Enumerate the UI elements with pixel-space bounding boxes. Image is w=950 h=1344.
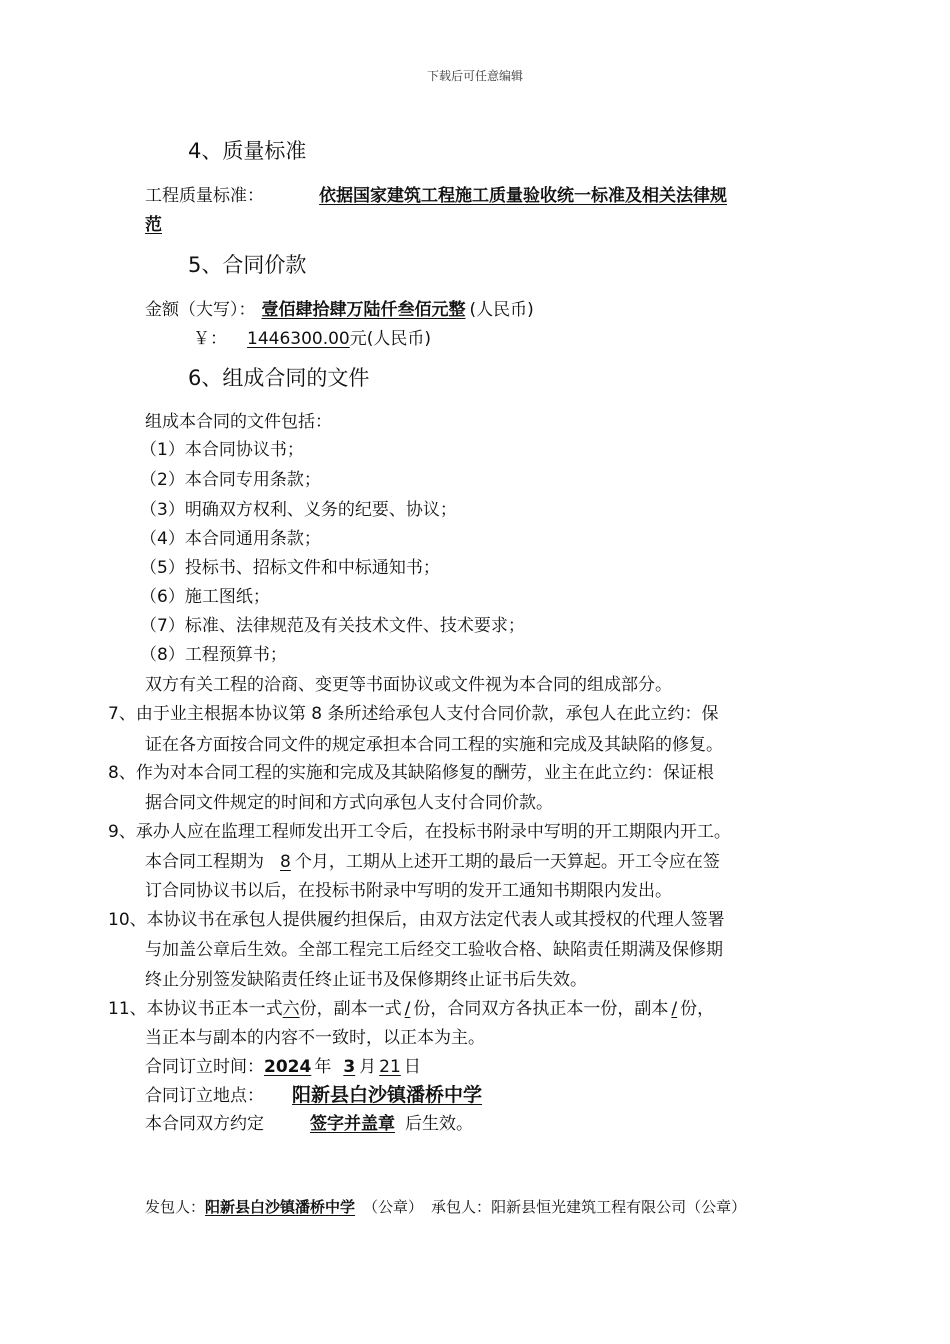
contract-months: 8: [280, 852, 291, 872]
agreement-label: 本合同双方约定: [145, 1114, 264, 1134]
agreement-row: [145, 1109, 473, 1134]
signing-place-row: [145, 1080, 492, 1107]
document-item-3: （3）明确双方权利、义务的纪要、协议；: [140, 500, 457, 520]
amount-number-row: [193, 324, 431, 349]
amount-number-unit: 元(人民币): [349, 329, 432, 349]
clause-9-line3: 订合同协议书以后，在投标书附录中写明的发开工通知书期限内发出。: [145, 881, 672, 901]
signing-year: 2024: [264, 1057, 312, 1077]
agreement-post: 后生效。: [405, 1114, 473, 1134]
clause-11-p1: 11、本协议书正本一式: [108, 999, 283, 1019]
day-unit: 日: [403, 1057, 421, 1077]
clause-9-line1: 9、承办人应在监理工程师发出开工令后，在投标书附录中写明的开工期限内开工。: [108, 822, 731, 842]
signing-place-label: 合同订立地点：: [145, 1086, 264, 1106]
signing-place: 阳新县白沙镇潘桥中学: [292, 1084, 483, 1106]
quality-standard-row: [145, 181, 727, 206]
copy-count: /: [404, 999, 411, 1019]
clause-8-line2: 据合同文件规定的时间和方式向承包人支付合同价款。: [145, 793, 553, 813]
clause-10-line1: 10、本协议书在承包人提供履约担保后，由双方法定代表人或其授权的代理人签署: [108, 910, 725, 930]
clause-11-p2: 份，副本一式: [299, 999, 402, 1019]
document-item-4: （4）本合同通用条款；: [140, 529, 321, 549]
clause-8-line1: 8、作为对本合同工程的实施和完成及其缺陷修复的酬劳，业主在此立约：保证根: [108, 763, 714, 783]
document-item-8: （8）工程预算书；: [140, 645, 287, 665]
signing-day: 21: [379, 1057, 401, 1077]
clause-10-line3: 终止分别签发缺陷责任终止证书及保修期终止证书后失效。: [145, 970, 587, 990]
quality-value-line2: 范: [145, 215, 162, 235]
clause-7-line1: 7、由于业主根据本协议第 8 条所述给承包人支付合同价款，承包人在此立约：保: [108, 704, 719, 724]
clause-9-line2-post: 个月，工期从上述开工期的最后一天算起。开工令应在签: [294, 852, 720, 872]
clause-7-line2: 证在各方面按合同文件的规定承担本合同工程的实施和完成及其缺陷的修复。: [145, 735, 723, 755]
document-item-7: （7）标准、法律规范及有关技术文件、技术要求；: [140, 616, 525, 636]
amount-upper-label: 金额（大写）：: [145, 300, 256, 320]
month-unit: 月: [359, 1057, 377, 1077]
section-6-title: 6、组成合同的文件: [188, 366, 370, 390]
signing-time-row: [145, 1052, 421, 1077]
contractor-label: 承包人：: [431, 1198, 492, 1216]
quality-label: 工程质量标准：: [145, 186, 264, 206]
contractor-name: 阳新县恒光建筑工程有限公司（公章）: [491, 1198, 747, 1216]
original-count: 六: [282, 999, 300, 1019]
clause-11-p3: 份，合同双方各执正本一份，副本: [413, 999, 669, 1019]
amount-upper-row: [145, 295, 534, 320]
clause-9-line2-pre: 本合同工程期为: [145, 852, 264, 872]
section-5-title: 5、合同价款: [188, 253, 307, 277]
documents-closing: 双方有关工程的洽商、变更等书面协议或文件视为本合同的组成部分。: [145, 675, 672, 695]
year-unit: 年: [314, 1057, 332, 1077]
document-item-1: （1）本合同协议书；: [140, 440, 304, 460]
yen-label: ￥：: [193, 329, 227, 349]
amount-upper-value: 壹佰肆拾肆万陆仟叁佰元整: [261, 300, 466, 320]
section-4-title: 4、质量标准: [188, 139, 307, 163]
page-header: 下载后可任意编辑: [426, 69, 523, 83]
clause-10-line2: 与加盖公章后生效。全部工程完工后经交工验收合格、缺陷责任期满及保修期: [145, 940, 723, 960]
employer-label: 发包人：: [145, 1198, 206, 1216]
document-item-6: （6）施工图纸；: [140, 587, 270, 607]
clause-11-line1: [108, 994, 714, 1019]
signing-time-label: 合同订立时间：: [145, 1057, 264, 1077]
amount-number-value: 1446300.00: [247, 329, 350, 349]
clause-11-p4: 份，: [680, 999, 715, 1019]
copy-each-count: /: [671, 999, 678, 1019]
document-item-5: （5）投标书、招标文件和中标通知书；: [140, 558, 440, 578]
quality-value-line1: 依据国家建筑工程施工质量验收统一标准及相关法律规: [319, 186, 727, 206]
quality-value-line2-row: [145, 210, 257, 235]
documents-intro: 组成本合同的文件包括：: [145, 412, 332, 432]
parties-row: [145, 1196, 746, 1217]
employer-seal: （公章）: [363, 1198, 424, 1216]
employer-name: 阳新县白沙镇潘桥中学: [205, 1198, 356, 1216]
signing-month: 3: [343, 1057, 356, 1077]
document-item-2: （2）本合同专用条款；: [140, 470, 321, 490]
clause-11-line2: 当正本与副本的内容不一致时，以正本为主。: [145, 1028, 485, 1048]
clause-9-line2: [145, 847, 720, 872]
agreement-value: 签字并盖章: [310, 1114, 395, 1134]
amount-upper-unit: (人民币): [469, 300, 534, 320]
